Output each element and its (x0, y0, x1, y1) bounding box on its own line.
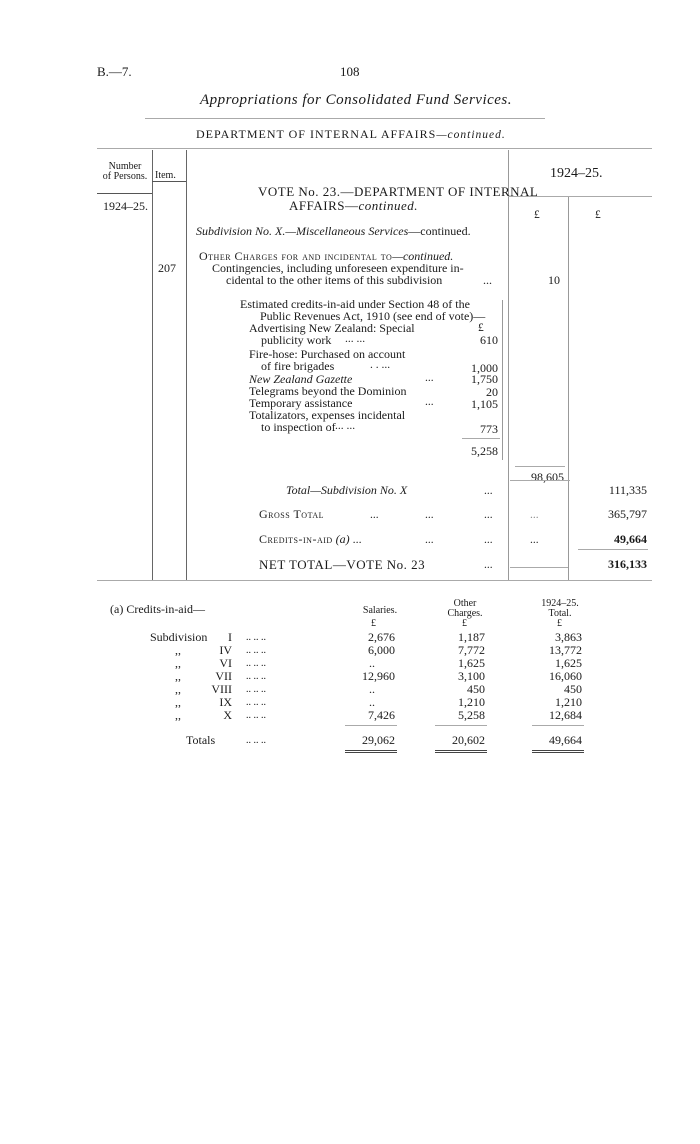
column1-total: 98,605 (531, 470, 564, 484)
credits-in-aid-value: 49,664 (614, 532, 647, 546)
credit-item-temporary: Temporary assistance (249, 396, 353, 410)
persons-column-header (100, 162, 150, 182)
footnote-row-total: 1,210 (555, 695, 582, 709)
gross-total-dots-4: ... (530, 509, 539, 521)
subdivision-label: Subdivision No. X.—Miscellaneous Services (196, 224, 409, 238)
footnote-row-total: 12,684 (549, 708, 582, 722)
footnote-row-subdivision: IV (219, 643, 232, 657)
credit-item-telegrams-value: 20 (486, 385, 498, 399)
credits-intro-line2: Public Revenues Act, 1910 (see end of vote)— (260, 309, 486, 323)
footnote-row-subdivision: X (223, 708, 232, 722)
footnote-row-subdivision: I (228, 630, 232, 644)
gross-total-value: 365,797 (608, 507, 647, 521)
footnote-row-dots: .. .. .. (246, 632, 266, 643)
footnote-head-other-2: Charges. (447, 608, 483, 619)
running-title: Appropriations for Consolidated Fund Services. (200, 92, 513, 108)
footnote-pound-1: £ (371, 618, 376, 629)
footnote-row-salaries: 12,960 (362, 669, 395, 683)
footnote-head-total-2: Total. (548, 608, 572, 619)
credit-item-totalizators-dots: ... ... (335, 420, 356, 432)
net-total-label: NET TOTAL—VOTE No. 23 (259, 557, 426, 572)
footnote-row-prefix: Subdivision (150, 630, 208, 644)
credit-item-totalizators-value: 773 (480, 422, 498, 436)
footnote-totals-dots: .. .. .. (246, 735, 266, 746)
footnote-head-other-1: Other (453, 598, 477, 609)
subdivision-total-dots: ... (484, 485, 493, 497)
credit-item-gazette-value: 1,750 (471, 372, 498, 386)
credits-in-aid-line (259, 532, 362, 547)
pound-sign-col2: £ (595, 209, 601, 221)
footnote-row-dots: .. .. .. (246, 710, 266, 721)
footnote-row-subdivision: VI (219, 656, 232, 670)
footnote-row-total: 3,863 (555, 630, 582, 644)
footnote-row-subdivision: IX (219, 695, 232, 709)
credit-item-gazette-dots: ... (425, 372, 434, 384)
footnote-row-total: 16,060 (549, 669, 582, 683)
credits-in-aid-dots-2: ... (425, 534, 434, 546)
footnote-head-total (530, 599, 590, 619)
credit-item-advertising-dots: ... ... (345, 333, 366, 345)
credits-pound-sign: £ (478, 322, 484, 334)
persons-label-1: Number (108, 161, 142, 172)
credit-item-temporary-value: 1,105 (471, 397, 498, 411)
net-total-dots: ... (484, 559, 493, 571)
footnote-row-total: 13,772 (549, 643, 582, 657)
subdivision-total-value: 111,335 (608, 483, 647, 497)
footnote-totals-salaries: 29,062 (362, 733, 395, 747)
credits-in-aid-label: Credits-in-aid (259, 532, 333, 546)
document-code: B.—7. (97, 64, 132, 79)
credits-estimate-total: 5,258 (471, 444, 498, 458)
department-name: DEPARTMENT OF INTERNAL AFFAIRS (196, 127, 437, 141)
footnote-totals-other: 20,602 (452, 733, 485, 747)
footnote-totals-label: Totals (186, 733, 216, 747)
footnote-title: (a) Credits-in-aid— (110, 602, 205, 616)
footnote-row-dots: .. .. .. (246, 684, 266, 695)
footnote-row-prefix: ,, (175, 682, 181, 696)
footnote-row-prefix: ,, (175, 656, 181, 670)
footnote-row-prefix: ,, (175, 669, 181, 683)
footnote-row-salaries: 2,676 (368, 630, 395, 644)
subdivision-continued: —continued. (408, 224, 471, 238)
gross-total-dots: ... (370, 509, 379, 521)
vote-title-continued: continued. (358, 198, 419, 213)
contingencies-amount: 10 (548, 273, 560, 287)
subdivision-heading (196, 224, 471, 239)
item-column-header: Item. (155, 170, 176, 181)
footnote-row-total: 1,625 (555, 656, 582, 670)
footnote-head-other (435, 599, 495, 619)
credit-item-temporary-dots: ... (425, 396, 434, 408)
persons-year: 1924–25. (103, 199, 148, 213)
footnote-row-salaries: 6,000 (368, 643, 395, 657)
footnote-row-other: 3,100 (458, 669, 485, 683)
footnote-row-dots: .. .. .. (246, 697, 266, 708)
footnote-row-prefix: ,, (175, 708, 181, 722)
credits-in-aid-dots: ... (352, 532, 362, 546)
contingencies-dots: ... (483, 273, 492, 287)
footnote-head-salaries: Salaries. (362, 605, 398, 616)
credits-in-aid-dots-4: ... (530, 534, 539, 546)
credit-item-totalizators-cont: to inspection of (261, 420, 336, 434)
credits-in-aid-note: (a) (335, 532, 350, 546)
footnote-row-other: 7,772 (458, 643, 485, 657)
other-charges-continued: —continued. (392, 249, 454, 263)
footnote-row-salaries: .. (369, 682, 375, 696)
net-total-value: 316,133 (608, 557, 647, 571)
contingencies-line2: cidental to the other items of this subdivision (226, 273, 443, 287)
footnote-row-total: 450 (564, 682, 582, 696)
footnote-row-prefix: ,, (175, 695, 181, 709)
footnote-row-dots: .. .. .. (246, 671, 266, 682)
credit-item-advertising-cont: publicity work (261, 333, 332, 347)
footnote-row-prefix: ,, (175, 643, 181, 657)
footnote-row-other: 1,187 (458, 630, 485, 644)
credit-item-totalizators: Totalizators, expenses incidental (249, 408, 406, 422)
credits-intro-line1: Estimated credits-in-aid under Section 48 of the (240, 297, 470, 311)
gross-total-dots-2: ... (425, 509, 434, 521)
footnote-row-other: 5,258 (458, 708, 485, 722)
pound-sign-col1: £ (534, 209, 540, 221)
vote-title-line1: VOTE No. 23.—DEPARTMENT OF INTERNAL (258, 184, 539, 199)
gross-total-label: Gross Total (259, 507, 324, 521)
credit-item-telegrams: Telegrams beyond the Dominion (249, 384, 407, 398)
contingencies-line1: Contingencies, including unforeseen expenditure in- (212, 261, 464, 275)
department-heading (196, 127, 506, 142)
credit-item-advertising-value: 610 (480, 333, 498, 347)
footnote-row-salaries: 7,426 (368, 708, 395, 722)
persons-label-2: of Persons. (102, 171, 148, 182)
credit-item-advertising: Advertising New Zealand: Special (249, 321, 415, 335)
footnote-pound-3: £ (557, 618, 562, 629)
subdivision-total-label: Total—Subdivision No. X (286, 483, 408, 497)
vote-title-line2 (289, 198, 418, 214)
footnote-row-other: 450 (467, 682, 485, 696)
credits-in-aid-dots-3: ... (484, 534, 493, 546)
footnote-row-subdivision: VIII (211, 682, 232, 696)
footnote-pound-2: £ (462, 618, 467, 629)
vote-title-main: AFFAIRS— (289, 198, 359, 213)
credit-item-gazette: New Zealand Gazette (249, 372, 353, 386)
year-header: 1924–25. (550, 166, 603, 181)
footnote-row-salaries: .. (369, 695, 375, 709)
footnote-row-subdivision: VII (215, 669, 232, 683)
footnote-row-other: 1,210 (458, 695, 485, 709)
credit-item-fire-hose-cont: of fire brigades (261, 359, 335, 373)
footnote-totals-total: 49,664 (549, 733, 582, 747)
gross-total-dots-3: ... (484, 509, 493, 521)
other-charges-label: Other Charges for and incidental to (199, 249, 393, 263)
department-continued: —continued. (436, 129, 506, 141)
footnote-row-dots: .. .. .. (246, 658, 266, 669)
credit-item-fire-hose-dots: . . ... (370, 359, 391, 371)
footnote-row-other: 1,625 (458, 656, 485, 670)
footnote-row-dots: .. .. .. (246, 645, 266, 656)
credit-item-fire-hose: Fire-hose: Purchased on account (249, 347, 406, 361)
footnote-head-total-1: 1924–25. (541, 598, 579, 609)
item-number: 207 (158, 261, 176, 275)
page-number: 108 (340, 64, 360, 79)
footnote-row-salaries: .. (369, 656, 375, 670)
credit-item-fire-hose-value: 1,000 (471, 361, 498, 375)
